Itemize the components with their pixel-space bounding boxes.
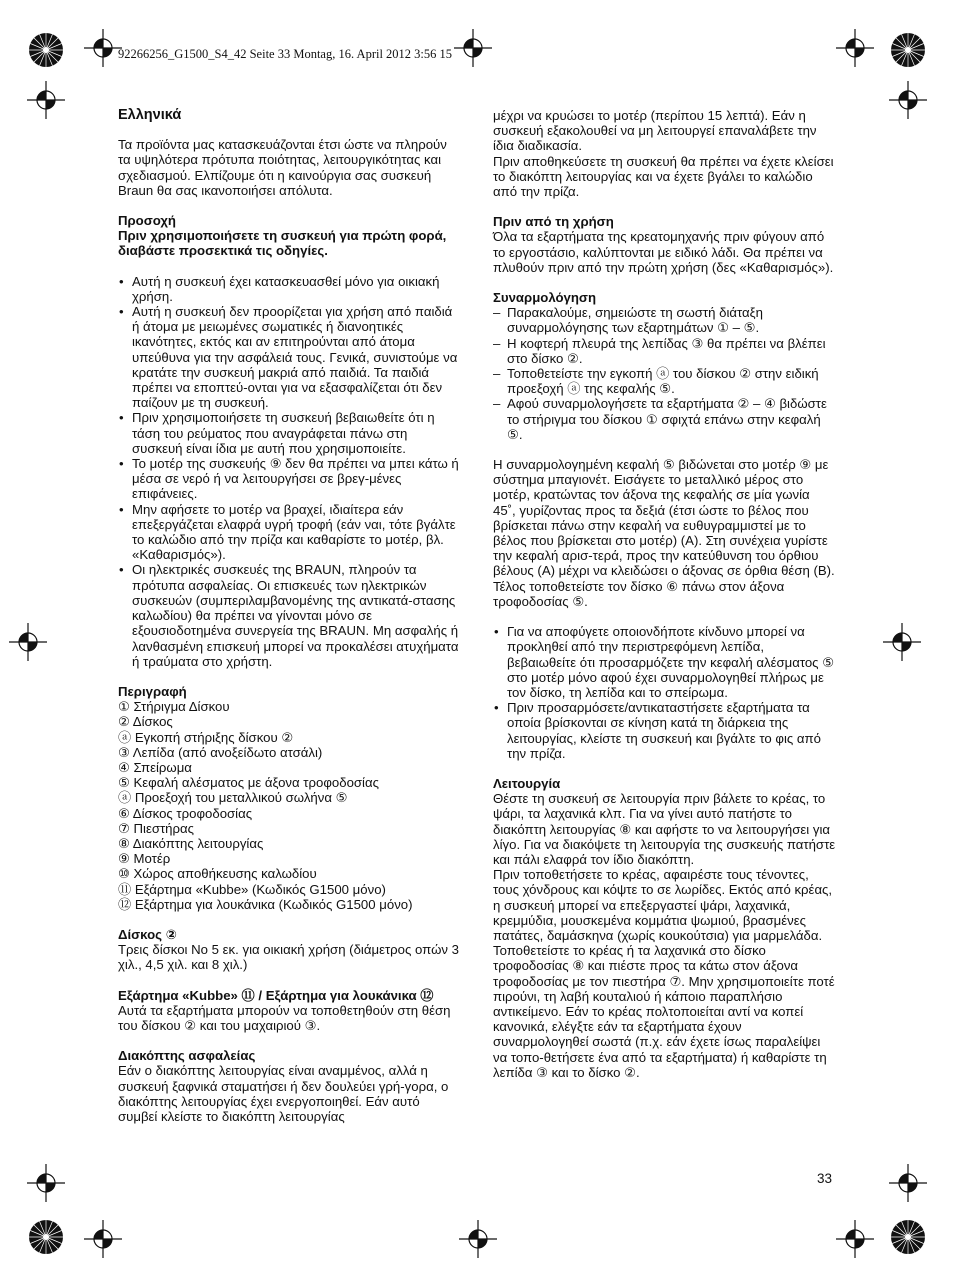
- print-meta-line: 92266256_G1500_S4_42 Seite 33 Montag, 16. April 2012 3:56 15: [118, 47, 453, 61]
- mounting-text: Η συναρμολογημένη κεφαλή ⑤ βιδώνεται στο μοτέρ ⑨ με σύστημα μπαγιονέτ. Εισάγετε το μεταλλικό μέρος στο μοτέρ, κρατώντας τον άξονα της κεφαλής σε μία γωνία 45˚, γυρίζοντας προς τα δεξιά (έτσι ώστε το βέλος που βρίσκεται πάνω στην κεφαλή να ευθυγραμμιστεί με το βέλος που βρίσκεται στο μοτέρ) (A). Στη συνέχεια γυρίστε την κεφαλή αρισ-τερά, προς την κατεύθυνση του όρθιου βέλους (A) μέχρι να κλειδώσει ο άξονας σε όρθια θέση (B). Τέλος τοποθετείστε τον δίσκο ⑥ πάνω στον άξονα τροφοδοσίας ⑤.: [493, 457, 835, 609]
- page-number: 33: [817, 1171, 833, 1186]
- registration-crosshair-icon: [453, 28, 493, 68]
- part-item: ⑧ Διακόπτης λειτουργίας: [118, 835, 264, 851]
- assembly-step: – Η κοφτερή πλευρά της λεπίδας ③ θα πρέπει να βλέπει στο δίσκο ②.: [493, 336, 836, 366]
- operation-text-1: Θέστε τη συσκευή σε λειτουργία πριν βάλετε το κρέας, το ψάρι, τα λαχανικά κλπ. Για να γίνει αυτό πατήστε το διακόπτη λειτουργίας ⑧ και αφήστε το να λειτουργήσει για λίγο. Για να διακόψετε τη λειτουργία της συσκευής πατήστε και πάλι ελαφρά τον ίδιο διακόπτη.: [493, 791, 836, 867]
- right-column: [493, 108, 836, 1080]
- part-item: ⑦ Πιεστήρας: [118, 820, 194, 836]
- operation-text-2: Πριν τοποθετήσετε το κρέας, αφαιρέστε τους τένοντες, τους χόνδρους και κόψτε το σε λωρίδες. Εκτός από κρέας, η συσκευή μπορεί να επεξεργαστεί ψάρι, λαχανικά, κρεμμύδια, μουσκεμένα κομμάτια ψωμιού, βρασμένες πατάτες, δαμάσκηνα (χωρίς κουκούτσια) για μαρμελάδα. Τοποθετείστε το κρέας ή τα λαχανικά στο δίσκο τροφοδοσίας ⑧ και πιέστε προς τα κάτω στον άξονα τροφοδοσίας με τον πιεστήρα ⑦. Μην χρησιμοποιείτε ποτέ πιρούνι, τη λαβή κουταλιού ή κάποιο παραπλήσιο αντικείμενο. Εάν το κρέας πολτοποιείται αντί να κοπεί κανονικά, ελέγξτε εάν τα εξαρτήματα έχουν συναρμολογηθεί σωστά (π.χ. εάν έχετε ίσως παραλείψει να τοπο-θετήσετε ένα από τα εξαρτήματα) ή καθαρίστε τη λεπίδα ③ και το δίσκο ②.: [493, 867, 835, 1080]
- part-item: ⑫ Εξάρτημα για λουκάνικα (Κωδικός G1500 μόνο): [118, 896, 413, 912]
- note-item: • Πριν προσαρμόσετε/αντικαταστήσετε εξαρτήματα τα οποία βρίσκονται σε κίνηση κατά τη διάρκεια της λειτουργίας, κλείστε τη συσκευή και βγάλτε το φις από την πρίζα.: [493, 700, 836, 761]
- registration-crosshair-icon: [888, 1163, 928, 1203]
- intro-paragraph: Τα προϊόντα μας κατασκευάζονται έτσι ώστε να πληρούν τα υψηλότερα πρότυπα ποιότητας, λειτουργικότητας και σχεδιασμού. Ελπίζουμε ότι η καινούργια σας συσκευή Braun θα σας ικανοποιήσει απόλυτα.: [118, 137, 447, 198]
- registration-crosshair-icon: [83, 1219, 123, 1259]
- registration-crosshair-icon: [882, 622, 922, 662]
- before-use-heading: Πριν από τη χρήση: [493, 214, 614, 230]
- assembly-step: – Παρακαλούμε, σημειώστε τη σωστή διάταξη συναρμολόγησης των εξαρτημάτων ① – ⑤.: [493, 305, 836, 335]
- description-heading: Περιγραφή: [118, 683, 187, 699]
- disc-text: Τρεις δίσκοι Νο 5 εκ. για οικιακή χρήση (διάμετρος οπών 3 χιλ., 4,5 χιλ. και 8 χιλ.): [118, 942, 459, 973]
- registration-crosshair-icon: [8, 622, 48, 662]
- registration-crosshair-icon: [888, 80, 928, 120]
- part-item: ⑪ Εξάρτημα «Kubbe» (Κωδικός G1500 μόνο): [118, 881, 386, 897]
- part-item: ① Στήριγμα Δίσκου: [118, 699, 230, 715]
- assembly-steps-list: [493, 305, 836, 442]
- before-use-text: Όλα τα εξαρτήματα της κρεατομηχανής πριν φύγουν από το εργοστάσιο, καλύπτονται με ειδικό λάδι. Θα πρέπει να πλυθούν πριν από την πρώτη χρήση (δες «Καθαρισμός»).: [493, 229, 834, 275]
- caution-notice: Πριν χρησιμοποιήσετε τη συσκευή για πρώτη φορά, διαβάστε προσεκτικά τις οδηγίες.: [118, 228, 447, 259]
- radial-rosette-icon: [888, 1217, 928, 1257]
- attachments-text: Αυτά τα εξαρτήματα μπορούν να τοποθετηθούν στη θέση του δίσκου ② και του μαχαιριού ③.: [118, 1002, 451, 1033]
- registration-crosshair-icon: [835, 28, 875, 68]
- left-column: [118, 108, 461, 1124]
- parts-list: [118, 699, 461, 912]
- operation-heading: Λειτουργία: [493, 775, 561, 791]
- note-item: • Για να αποφύγετε οποιονδήποτε κίνδυνο μπορεί να προκληθεί από την περιστρεφόμενη λεπίδα, βεβαιωθείτε ότι προσαρμόζετε την κεφαλή αλέσματος ⑤ στο μοτέρ μόνο αφού έχει συναρμολογηθεί πλήρως με τον δίσκο, τη λεπίδα και το σπείρωμα.: [493, 624, 836, 700]
- warning-item: • Αυτή η συσκευή έχει κατασκευασθεί μόνο για οικιακή χρήση.: [118, 274, 461, 304]
- warning-item: • Αυτή η συσκευή δεν προορίζεται για χρήση από παιδιά ή άτομα με μειωμένες σωματικές ή διανοητικές ικανότητες, εκτός και αν επιτηρούνται από άτομα υπεύθυνα για την ασφάλειά τους. Γενικά, συνιστούμε να κρατάτε την συσκευή μακριά από παιδιά. Τα παιδιά πρέπει να εποπτεύ-ονται για να εξασφαλίζεται ότι δεν παίζουν με τη συσκευή.: [118, 304, 461, 410]
- registration-crosshair-icon: [26, 1163, 66, 1203]
- part-item: ③ Λεπίδα (από ανοξείδωτο ατσάλι): [118, 744, 323, 760]
- safety-switch-text-continued: μέχρι να κρυώσει το μοτέρ (περίπου 15 λεπτά). Εάν η συσκευή εξακολουθεί να μη λειτουργεί επαναλάβετε την ίδια διαδικασία.: [493, 108, 817, 154]
- radial-rosette-icon: [26, 1217, 66, 1257]
- warning-item: • Πριν χρησιμοποιήσετε τη συσκευή βεβαιωθείτε ότι η τάση του ρεύματος που αναγράφεται πάνω στη συσκευή είναι ίδια με αυτή που χρησιμοποιείτε.: [118, 410, 461, 456]
- notes-list: [493, 624, 836, 761]
- part-item: ② Δίσκος: [118, 714, 173, 730]
- warning-item: • Το μοτέρ της συσκευής ⑨ δεν θα πρέπει να μπει κάτω ή μέσα σε νερό ή να λειτουργήσει σε βρεγ-μένες επιφάνειες.: [118, 456, 461, 502]
- warning-item: • Οι ηλεκτρικές συσκευές της BRAUN, πληρούν τα πρότυπα ασφαλείας. Οι επισκευές των ηλεκτρικών συσκευών (συμπεριλαμβανομένης της αντικατά-στασης καλωδίου) θα πρέπει να γίνονται μόνο σε εξουσιοδοτημένα συνεργεία της BRAUN. Μη ασφαλής ή λανθασμένη επισκευή μπορεί να προκαλέσει ατυχήματα ή τραύματα στο χρήστη.: [118, 562, 461, 668]
- part-item: ⑥ Δίσκος τροφοδοσίας: [118, 805, 253, 821]
- part-item: ⓐ Εγκοπή στήριξης δίσκου ②: [118, 729, 294, 745]
- registration-crosshair-icon: [458, 1219, 498, 1259]
- assembly-heading: Συναρμολόγηση: [493, 290, 597, 306]
- registration-crosshair-icon: [26, 80, 66, 120]
- language-title: Ελληνικά: [118, 107, 182, 123]
- attachments-heading: Εξάρτημα «Kubbe» ⑪ / Εξάρτημα για λουκάνικα ⑫: [118, 987, 434, 1003]
- warning-item: • Μην αφήσετε το μοτέρ να βραχεί, ιδιαίτερα εάν επεξεργάζεται ελαφρά υγρή τροφή (εάν ναι, τότε βγάλτε το καλώδιο από την πρίζα και καθαρίστε το μοτέρ, βλ. «Καθαρισμός»).: [118, 502, 461, 563]
- part-item: ⑩ Χώρος αποθήκευσης καλωδίου: [118, 866, 317, 882]
- radial-rosette-icon: [26, 30, 66, 70]
- registration-crosshair-icon: [835, 1219, 875, 1259]
- safety-switch-text: Εάν ο διακόπτης λειτουργίας είναι αναμμένος, αλλά η συσκευή ξαφνικά σταματήσει ή δεν δουλεύει γρή-γορα, ο διακόπτης λειτουργίας έχει ενεργοποιηθεί. Εάν αυτό συμβεί κλείστε το διακόπτη λειτουργίας: [118, 1063, 449, 1124]
- part-item: ④ Σπείρωμα: [118, 759, 192, 775]
- part-item: ⑨ Μοτέρ: [118, 851, 171, 867]
- assembly-step: – Αφού συναρμολογήσετε τα εξαρτήματα ② – ④ βιδώστε το στήριγμα του δίσκου ① σφιχτά επάνω στην κεφαλή ⑤.: [493, 396, 836, 442]
- caution-heading: Προσοχή: [118, 213, 176, 229]
- storage-text: Πριν αποθηκεύσετε τη συσκευή θα πρέπει να έχετε κλείσει το διακόπτη λειτουργίας και να έχετε βγάλει το καλώδιο από την πρίζα.: [493, 153, 834, 200]
- registration-crosshair-icon: [83, 28, 123, 68]
- part-item: ⑤ Κεφαλή αλέσματος με άξονα τροφοδοσίας: [118, 775, 379, 791]
- warnings-list: [118, 274, 461, 669]
- radial-rosette-icon: [888, 30, 928, 70]
- disc-heading: Δίσκος ②: [118, 926, 177, 942]
- assembly-step: – Τοποθετείστε την εγκοπή ⓐ του δίσκου ② στην ειδική προεξοχή ⓐ της κεφαλής ⑤.: [493, 366, 836, 396]
- safety-switch-heading: Διακόπτης ασφαλείας: [118, 1048, 256, 1064]
- part-item: ⓐ Προεξοχή του μεταλλικού σωλήνα ⑤: [118, 790, 348, 806]
